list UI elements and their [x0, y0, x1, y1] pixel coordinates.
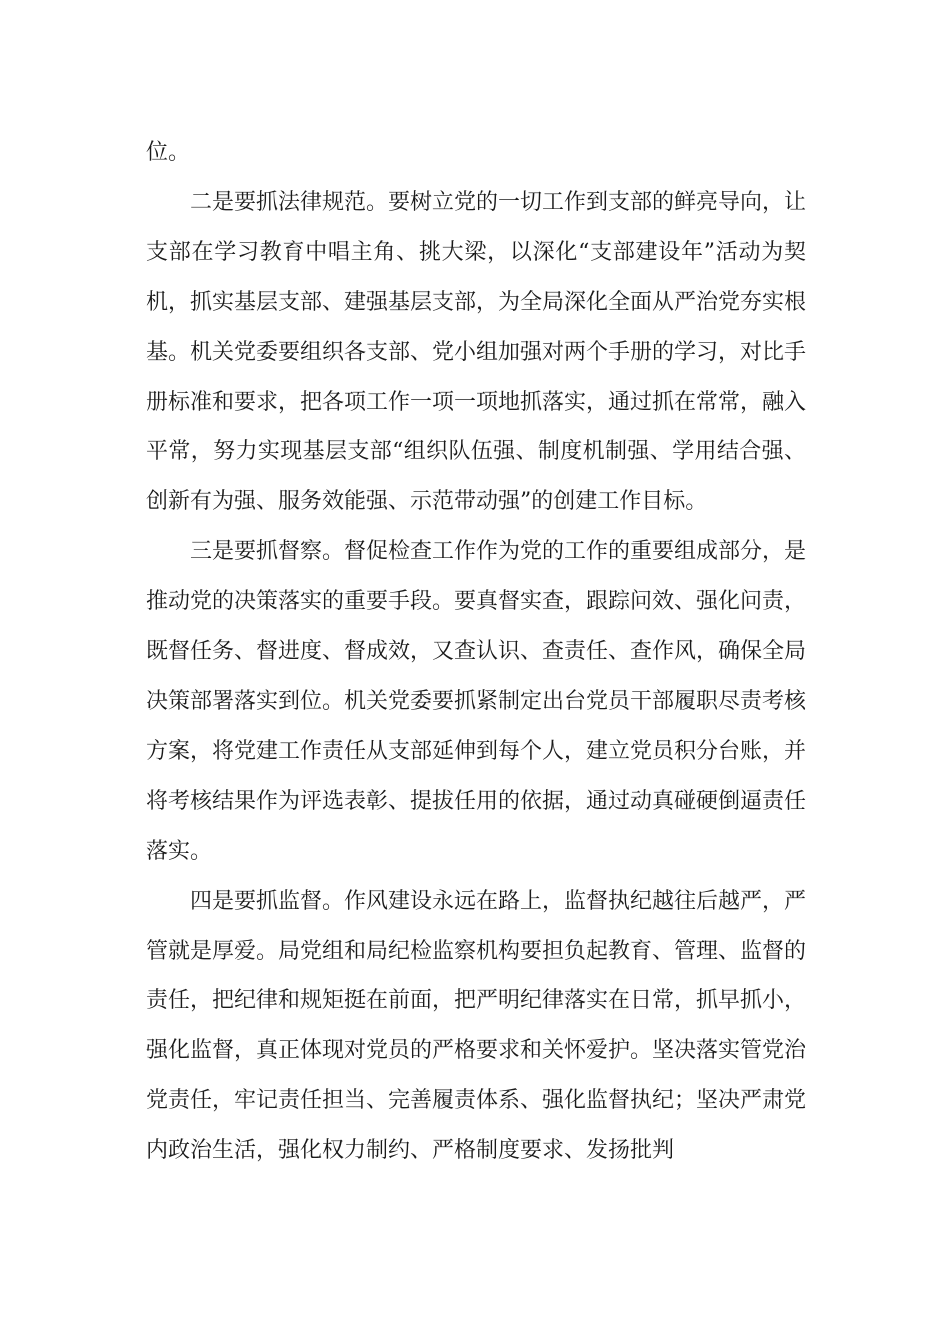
paragraph-continuation: 位。 [146, 140, 191, 165]
paragraph-supervision: 四是要抓监督。作风建设永远在路上，监督执纪越往后越严，严管就是厚爱。局党组和局纪检监察机构要担负起教育、管理、监督的责任，把纪律和规矩挺在前面，把严明纪律落实在日常，抓早抓小，强化监督，真正体现对党员的严格要求和关怀爱护。坚决落实管党治党责任，牢记责任担当、完善履责体系、强化监督执纪；坚决严肃党内政治生活，强化权力制约、严格制度要求、发扬批判 [146, 888, 807, 1164]
paragraph-law-norms: 二是要抓法律规范。要树立党的一切工作到支部的鲜亮导向，让支部在学习教育中唱主角、挑大梁，以深化“支部建设年”活动为契机，抓实基层支部、建强基层支部，为全局深化全面从严治党夯实根基。机关党委要组织各支部、党小组加强对两个手册的学习，对比手册标准和要求，把各项工作一项一项地抓落实，通过抓在常常，融入平常，努力实现基层支部“组织队伍强、制度机制强、学用结合强、创新有为强、服务效能强、示范带动强”的创建工作目标。 [146, 189, 807, 515]
body-text [146, 128, 806, 1176]
paragraph-inspection: 三是要抓督察。督促检查工作作为党的工作的重要组成部分，是推动党的决策落实的重要手段。要真督实查，跟踪问效、强化问责，既督任务、督进度、督成效，又查认识、查责任、查作风，确保全局决策部署落实到位。机关党委要抓紧制定出台党员干部履职尽责考核方案，将党建工作责任从支部延伸到每个人，建立党员积分台账，并将考核结果作为评选表彰、提拔任用的依据，通过动真碰硬倒逼责任落实。 [146, 539, 807, 864]
